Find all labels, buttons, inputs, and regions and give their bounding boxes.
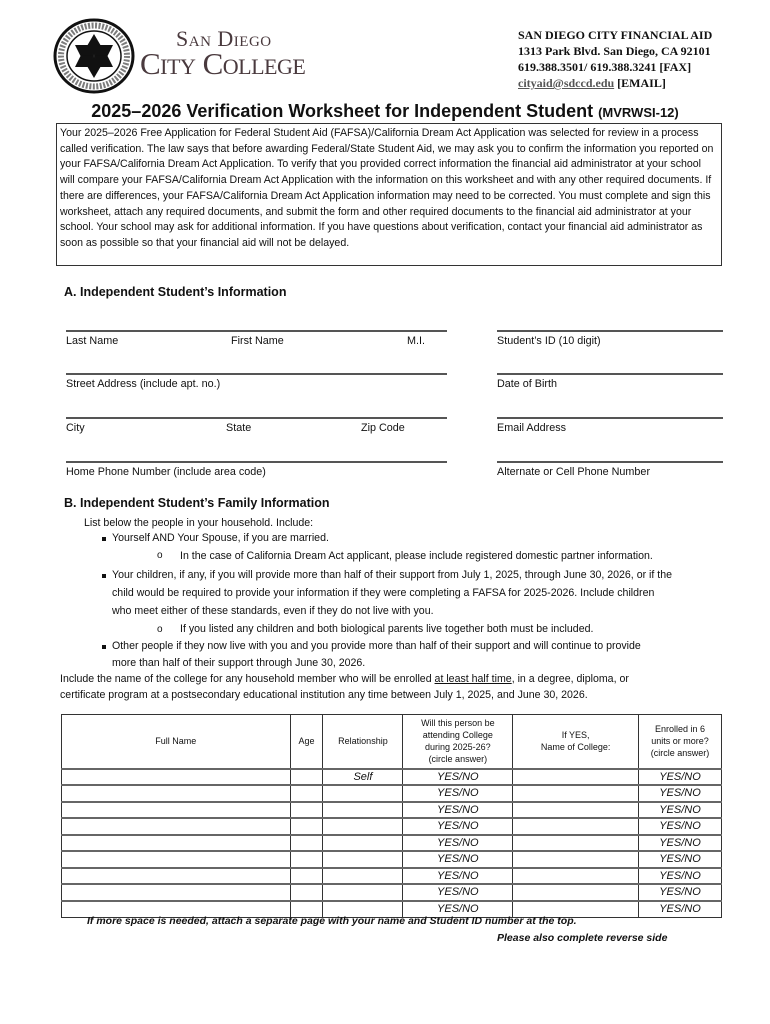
cell-relationship[interactable] xyxy=(323,884,403,901)
cell-college-name[interactable] xyxy=(513,868,639,885)
email-label: Email Address xyxy=(497,422,567,434)
sub-bullet-icon: o xyxy=(157,550,163,561)
header-line: Enrolled in 6 xyxy=(654,724,706,735)
household-table xyxy=(61,714,722,918)
page-title xyxy=(0,101,770,122)
zip-label: Zip Code xyxy=(361,422,405,434)
cell-age[interactable] xyxy=(290,785,323,802)
cell-full-name[interactable] xyxy=(62,868,291,885)
bullet-children-l1: Your children, if any, if you will provide more than half of their support from July 1, 2025, through June 30, 2026, or if the xyxy=(112,569,673,581)
community-college-district-seal-icon xyxy=(53,18,135,94)
header-line: (circle answer) xyxy=(650,748,710,759)
cell-age[interactable] xyxy=(290,802,323,819)
name-line[interactable] xyxy=(66,330,447,332)
cell-attending[interactable]: YES/NO xyxy=(403,884,513,901)
table-row xyxy=(62,851,722,868)
header-line: If YES, xyxy=(561,730,590,741)
cell-enrolled[interactable]: YES/NO xyxy=(639,802,722,819)
college-instruction-text: Include the name of the college for any household member who will be enrolled xyxy=(60,673,435,685)
cell-full-name[interactable] xyxy=(62,802,291,819)
table-header-row xyxy=(62,715,722,769)
alt-phone-line[interactable] xyxy=(497,461,723,463)
cell-relationship[interactable] xyxy=(323,785,403,802)
cell-enrolled[interactable]: YES/NO xyxy=(639,901,722,918)
col-age: Age xyxy=(290,715,323,769)
student-id-label: Student’s ID (10 digit) xyxy=(497,335,601,347)
bullet-children-l2: child would be required to provide your information if they were completing a FAFSA for 2025-2026. Include children xyxy=(112,587,655,599)
bullet-icon xyxy=(102,537,106,541)
section-b-heading: B. Independent Student’s Family Information xyxy=(64,496,330,510)
email-suffix: [EMAIL] xyxy=(614,76,666,90)
bullet-other-l1: Other people if they now live with you and you provide more than half of their support and will continue to provide xyxy=(112,640,641,652)
cell-attending[interactable]: YES/NO xyxy=(403,818,513,835)
brand-line-1: San Diego xyxy=(176,26,272,51)
cell-full-name[interactable] xyxy=(62,851,291,868)
cell-college-name[interactable] xyxy=(513,884,639,901)
header-line: during 2025-26? xyxy=(425,742,491,753)
cell-enrolled[interactable]: YES/NO xyxy=(639,868,722,885)
cell-full-name[interactable] xyxy=(62,785,291,802)
bullet-children-l3: who meet either of these standards, even if they do not live with you. xyxy=(112,605,434,617)
home-phone-line[interactable] xyxy=(66,461,447,463)
college-instruction-text: , in a degree, diploma, or xyxy=(511,673,629,685)
college-instruction-l2: certificate program at a postsecondary educational institution any time between July 1, 2025, and June 30, 2026. xyxy=(60,689,588,701)
cell-attending[interactable]: YES/NO xyxy=(403,769,513,786)
street-label: Street Address (include apt. no.) xyxy=(66,378,221,390)
sub-bullet-biological-parents: If you listed any children and both biological parents live together both must be included. xyxy=(180,623,594,635)
header-line: units or more? xyxy=(651,736,709,747)
state-label: State xyxy=(226,422,252,434)
cell-enrolled[interactable]: YES/NO xyxy=(639,769,722,786)
cell-age[interactable] xyxy=(290,835,323,852)
sub-bullet-domestic-partner: In the case of California Dream Act applicant, please include registered domestic partner information. xyxy=(180,550,653,562)
bullet-icon xyxy=(102,574,106,578)
cell-college-name[interactable] xyxy=(513,818,639,835)
cell-age[interactable] xyxy=(290,769,323,786)
household-lead: List below the people in your household. Include: xyxy=(84,517,314,529)
table-row xyxy=(62,785,722,802)
bullet-icon xyxy=(102,645,106,649)
title-main: 2025–2026 Verification Worksheet for Independent Student xyxy=(91,101,599,121)
cell-age[interactable] xyxy=(290,851,323,868)
col-relationship: Relationship xyxy=(323,715,403,769)
cell-attending[interactable]: YES/NO xyxy=(403,835,513,852)
cell-college-name[interactable] xyxy=(513,835,639,852)
financial-aid-contact xyxy=(518,27,712,91)
cell-enrolled[interactable]: YES/NO xyxy=(639,785,722,802)
cell-enrolled[interactable]: YES/NO xyxy=(639,884,722,901)
reverse-side-note: Please also complete reverse side xyxy=(497,932,668,944)
last-name-label: Last Name xyxy=(66,335,119,347)
first-name-label: First Name xyxy=(231,335,284,347)
col-attending xyxy=(403,715,513,769)
cell-enrolled[interactable]: YES/NO xyxy=(639,851,722,868)
col-full-name: Full Name xyxy=(62,715,291,769)
mi-label: M.I. xyxy=(407,335,425,347)
table-row xyxy=(62,818,722,835)
dob-label: Date of Birth xyxy=(497,378,558,390)
alt-phone-label: Alternate or Cell Phone Number xyxy=(497,466,651,478)
college-instruction-l1 xyxy=(60,672,629,687)
half-time-emphasis: at least half time xyxy=(434,673,512,685)
section-a-heading: A. Independent Student’s Information xyxy=(64,285,287,299)
email-line[interactable] xyxy=(497,417,723,419)
table-row xyxy=(62,835,722,852)
cell-full-name[interactable] xyxy=(62,818,291,835)
header-line: (circle answer) xyxy=(428,754,488,765)
office-phone: 619.388.3501/ 619.388.3241 [FAX] xyxy=(518,60,692,74)
bullet-other-l2: more than half of their support through June 30, 2026. xyxy=(112,657,366,669)
table-row xyxy=(62,769,722,786)
form-code: (MVRWSI-12) xyxy=(598,105,679,120)
college-wordmark xyxy=(140,28,305,79)
student-id-line[interactable] xyxy=(497,330,723,332)
home-phone-label: Home Phone Number (include area code) xyxy=(66,466,266,478)
cell-full-name[interactable] xyxy=(62,769,291,786)
dob-line[interactable] xyxy=(497,373,723,375)
sub-bullet-icon: o xyxy=(157,624,163,635)
cell-attending[interactable]: YES/NO xyxy=(403,802,513,819)
brand-line-2: City College xyxy=(140,46,306,81)
cell-enrolled[interactable]: YES/NO xyxy=(639,835,722,852)
cell-age[interactable] xyxy=(290,868,323,885)
office-email-link[interactable]: cityaid@sdccd.edu xyxy=(518,76,615,90)
office-name: SAN DIEGO CITY FINANCIAL AID xyxy=(518,28,713,42)
cell-age[interactable] xyxy=(290,818,323,835)
col-enrolled xyxy=(639,715,722,769)
cell-attending[interactable]: YES/NO xyxy=(403,851,513,868)
cell-attending[interactable]: YES/NO xyxy=(403,785,513,802)
cell-attending[interactable]: YES/NO xyxy=(403,868,513,885)
cell-relationship[interactable] xyxy=(323,818,403,835)
cell-college-name[interactable] xyxy=(513,802,639,819)
cell-enrolled[interactable]: YES/NO xyxy=(639,818,722,835)
extra-space-note: If more space is needed, attach a separate page with your name and Student ID number at the top. xyxy=(87,915,577,927)
cell-relationship[interactable] xyxy=(323,802,403,819)
city-state-zip-line[interactable] xyxy=(66,417,447,419)
street-line[interactable] xyxy=(66,373,447,375)
table-row xyxy=(62,802,722,819)
cell-relationship[interactable] xyxy=(323,835,403,852)
table-row xyxy=(62,868,722,885)
cell-relationship[interactable] xyxy=(323,851,403,868)
table-row xyxy=(62,884,722,901)
cell-relationship[interactable] xyxy=(323,868,403,885)
cell-full-name[interactable] xyxy=(62,835,291,852)
header-line: Name of College: xyxy=(540,742,611,753)
cell-full-name[interactable] xyxy=(62,884,291,901)
header-line: Will this person be xyxy=(421,718,495,729)
intro-paragraph: Your 2025–2026 Free Application for Federal Student Aid (FAFSA)/California Dream Act Application was selected for review in a process called verification. The law says that before awarding Federal/State Student Aid, we may ask you to confirm the information you reported on your FAFSA/California Dream Act Application. To verify that you provided correct information the financial aid administrator at your school will compare your FAFSA/California Dream Act Application with the information on this worksheet and with any other required documents. If there are differences, your FAFSA/California Dream Act Application information may need to be corrected. You must complete and sign this worksheet, attach any required documents, and submit the form and other required documents to the financial aid administrator at your school. Your school may ask for additional information. If you have questions about verification, contact your financial aid administrator as soon as possible so that your financial aid will not be delayed. xyxy=(56,123,722,266)
col-college-name xyxy=(513,715,639,769)
cell-college-name[interactable] xyxy=(513,785,639,802)
cell-college-name[interactable] xyxy=(513,769,639,786)
cell-attending[interactable]: YES/NO xyxy=(403,901,513,918)
header-line: attending College xyxy=(422,730,493,741)
cell-relationship[interactable]: Self xyxy=(323,769,403,786)
office-address: 1313 Park Blvd. San Diego, CA 92101 xyxy=(518,44,711,58)
city-label: City xyxy=(66,422,85,434)
bullet-spouse: Yourself AND Your Spouse, if you are married. xyxy=(112,532,329,544)
cell-college-name[interactable] xyxy=(513,851,639,868)
cell-age[interactable] xyxy=(290,884,323,901)
